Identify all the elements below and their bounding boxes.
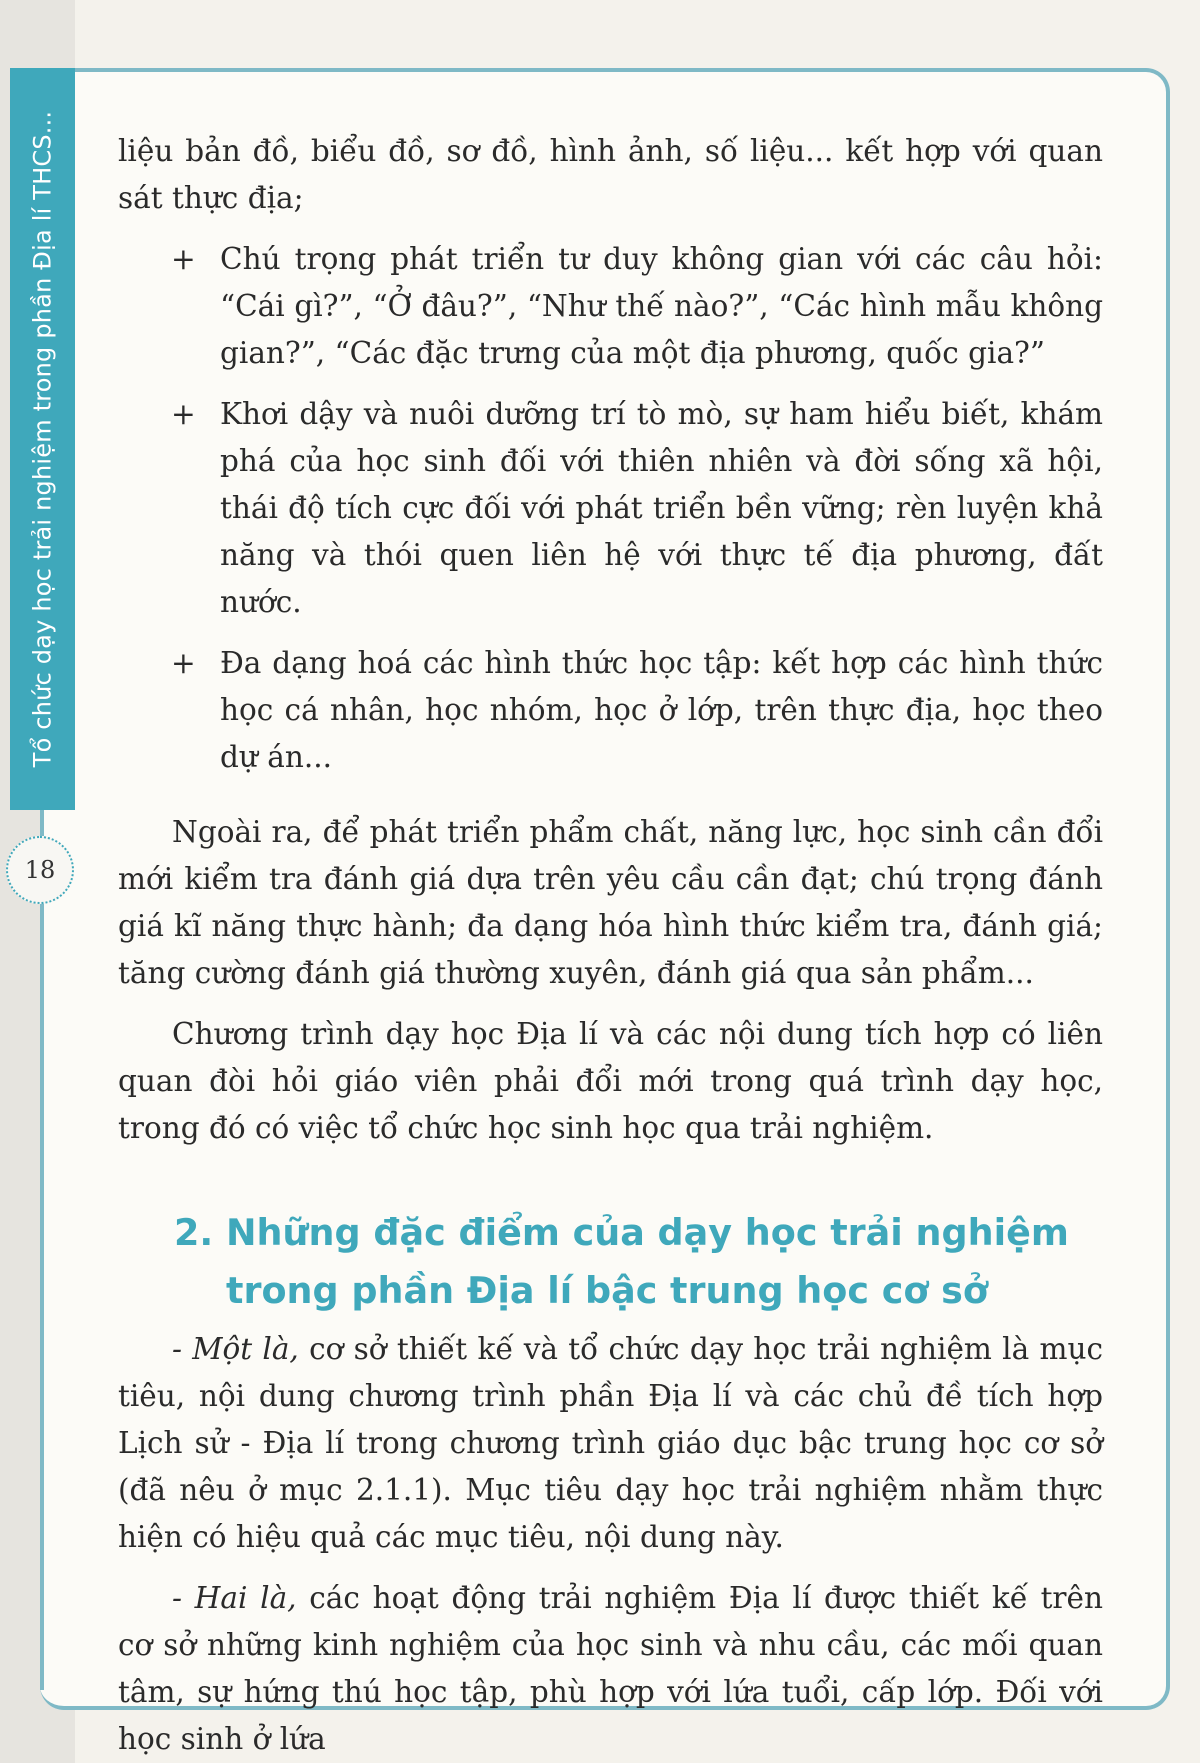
point-label: - Hai là, — [172, 1581, 297, 1615]
list-item — [118, 640, 1103, 781]
paragraph: Chương trình dạy học Địa lí và các nội dung tích hợp có liên quan đòi hỏi giáo viên phải đổi mới trong quá trình dạy học, trong đó có việc tổ chức học sinh học qua trải nghiệm. — [118, 1017, 1103, 1145]
paragraph — [118, 1575, 1103, 1763]
list-item-text: Đa dạng hoá các hình thức học tập: kết hợp các hình thức học cá nhân, học nhóm, học ở lớp, trên thực địa, học theo dự án... — [220, 646, 1103, 774]
bullet-plus: + — [171, 646, 196, 680]
heading-line-1: Những đặc điểm của dạy học trải nghiệm — [226, 1211, 1069, 1254]
point-text: các hoạt động trải nghiệm Địa lí được thiết kế trên cơ sở những kinh nghiệm của học sinh và nhu cầu, các mối quan tâm, sự hứng thú học tập, phù hợp với lứa tuổi, cấp lớp. Đối với học sinh ở lứa — [118, 1581, 1103, 1756]
page-content — [118, 128, 1103, 1763]
book-title: Tổ chức dạy học trải nghiệm trong phần Địa lí THCS... — [28, 110, 57, 768]
list-item-text: Chú trọng phát triển tư duy không gian với các câu hỏi: “Cái gì?”, “Ở đâu?”, “Như thế nào?”, “Các hình mẫu không gian?”, “Các đặc trưng của một địa phương, quốc gia?” — [220, 242, 1103, 370]
page-number: 18 — [6, 836, 74, 904]
bullet-plus: + — [171, 397, 196, 431]
list-item — [118, 236, 1103, 377]
side-title — [10, 68, 75, 810]
paragraph: Ngoài ra, để phát triển phẩm chất, năng lực, học sinh cần đổi mới kiểm tra đánh giá dựa trên yêu cầu cần đạt; chú trọng đánh giá kĩ năng thực hành; đa dạng hóa hình thức kiểm tra, đánh giá; tăng cường đánh giá thường xuyên, đánh giá qua sản phẩm... — [118, 815, 1103, 990]
frame-left-edge — [40, 810, 44, 836]
list-item-text: Khơi dậy và nuôi dưỡng trí tò mò, sự ham hiểu biết, khám phá của học sinh đối với thiên nhiên và đời sống xã hội, thái độ tích cực đối với phát triển bền vững; rèn luyện khả năng và thói quen liên hệ với thực tế địa phương, đất nước. — [220, 397, 1103, 619]
paragraph — [118, 1326, 1103, 1561]
frame-left-edge — [40, 900, 44, 1690]
continued-line: liệu bản đồ, biểu đồ, sơ đồ, hình ảnh, số liệu... kết hợp với quan sát thực địa; — [118, 134, 1103, 215]
section-number: 2. — [174, 1211, 214, 1254]
section-heading — [118, 1204, 1103, 1320]
point-text: cơ sở thiết kế và tổ chức dạy học trải nghiệm là mục tiêu, nội dung chương trình phần Địa lí và các chủ đề tích hợp Lịch sử - Địa lí trong chương trình giáo dục bậc trung học cơ sở (đã nêu ở mục 2.1.1). Mục tiêu dạy học trải nghiệm nhằm thực hiện có hiệu quả các mục tiêu, nội dung này. — [118, 1332, 1103, 1554]
point-label: - Một là, — [172, 1332, 299, 1366]
list-item — [118, 391, 1103, 626]
heading-line-2: trong phần Địa lí bậc trung học cơ sở — [226, 1269, 988, 1312]
bullet-plus: + — [171, 242, 196, 276]
